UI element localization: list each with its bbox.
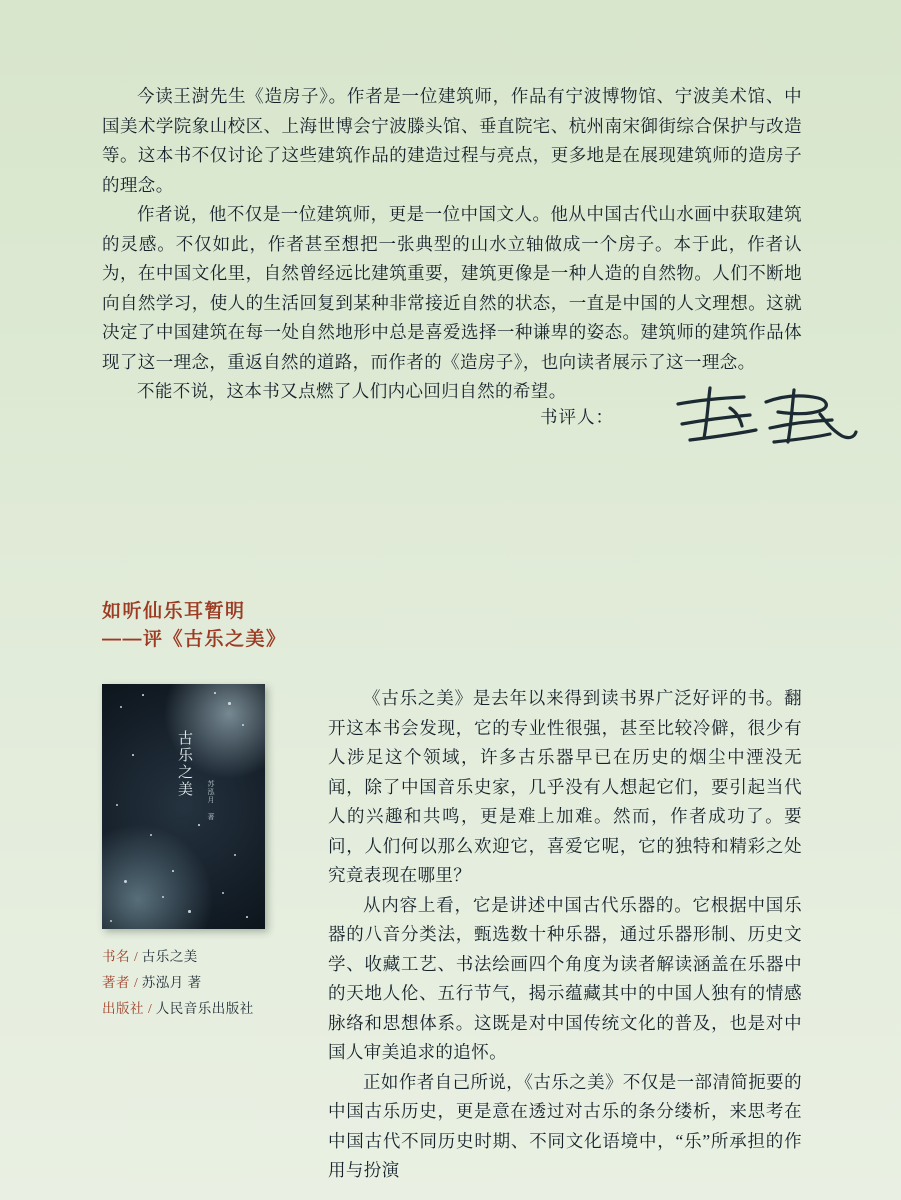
cover-author-text: 苏泓月 著 [207,780,215,821]
meta-value: 人民音乐出版社 [155,1001,254,1016]
second-article-body [328,684,802,1186]
meta-separator: / [134,949,138,964]
paragraph: 今读王澍先生《造房子》。作者是一位建筑师，作品有宁波博物馆、宁波美术馆、中国美术学院象山校区、上海世博会宁波滕头馆、垂直院宅、杭州南宋御街综合保护与改造等。这本书不仅讨论了这些建筑作品的建造过程与亮点，更多地是在展现建筑师的造房子的理念。 [102,86,802,195]
paragraph: 不能不说，这本书又点燃了人们内心回归自然的希望。 [137,381,567,401]
book-cover-image [102,684,265,929]
paragraph: 《古乐之美》是去年以来得到读书界广泛好评的书。翻开这本书会发现，它的专业性很强，甚至比较冷僻，很少有人涉足这个领域，许多古乐器早已在历史的烟尘中湮没无闻，除了中国音乐史家，几乎没有人想起它们，要引起当代人的兴趣和共鸣，更是难上加难。然而，作者成功了。要问，人们何以那么欢迎它，喜爱它呢，它的独特和精彩之处究竟表现在哪里？ [328,688,802,885]
reviewer-label: 书评人： [540,407,614,427]
top-article [102,82,802,407]
meta-value: 苏泓月 著 [141,975,202,990]
article-title: 如听仙乐耳暂明 [102,601,246,622]
meta-separator: / [148,1001,152,1016]
book-cover [102,684,265,929]
reviewer-signature-block [540,390,860,460]
meta-value: 古乐之美 [141,949,198,964]
paragraph: 从内容上看，它是讲述中国古代乐器的。它根据中国乐器的八音分类法，甄选数十种乐器，通过乐器形制、历史文学、收藏工艺、书法绘画四个角度为读者解读涵盖在乐器中的天地人伦、五行节气，揭示蕴藏其中的中国人独有的情感脉络和思想体系。这既是对中国传统文化的普及，也是对中国人审美追求的追怀。 [328,894,802,1062]
meta-row [102,996,352,1022]
meta-key: 著者 [102,975,130,990]
meta-key: 书名 [102,949,130,964]
handwritten-signature-icon [670,384,860,450]
meta-separator: / [134,975,138,990]
paragraph: 作者说，他不仅是一位建筑师，更是一位中国文人。他从中国古代山水画中获取建筑的灵感。不仅如此，作者甚至想把一张典型的山水立轴做成一个房子。本于此，作者认为，在中国文化里，自然曾经远比建筑重要，建筑更像是一种人造的自然物。人们不断地向自然学习，使人的生活回复到某种非常接近自然的状态，一直是中国的人文理想。这就决定了中国建筑在每一处自然地形中总是喜爱选择一种谦卑的姿态。建筑师的建筑作品体现了这一理念，重返自然的道路，而作者的《造房子》，也向读者展示了这一理念。 [102,204,802,372]
cover-title-text: 古乐之美 [176,730,192,798]
meta-row [102,970,352,996]
meta-key: 出版社 [102,1001,144,1016]
article-headline [102,598,722,654]
book-meta [102,944,352,1022]
paragraph: 正如作者自己所说，《古乐之美》不仅是一部清简扼要的中国古乐历史，更是意在透过对古乐的条分缕析，来思考在中国古代不同历史时期、不同文化语境中，“乐”所承担的作用与扮演 [328,1071,802,1180]
article-subtitle: ——评《古乐之美》 [102,629,287,650]
meta-row [102,944,352,970]
